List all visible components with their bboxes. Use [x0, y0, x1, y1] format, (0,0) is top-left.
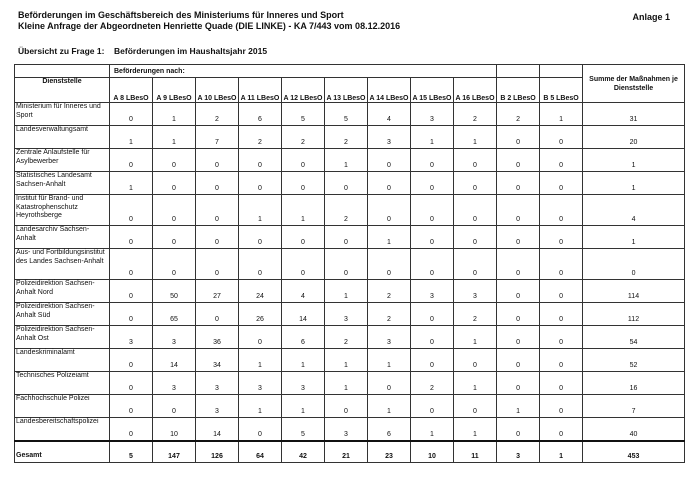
row-sum: 1 [583, 172, 685, 195]
total-value: 21 [325, 441, 368, 463]
promotions-table [14, 64, 685, 463]
row-value: 0 [368, 372, 411, 395]
row-value: 0 [497, 372, 540, 395]
row-value: 4 [282, 280, 325, 303]
row-value: 3 [110, 326, 153, 349]
row-value: 0 [196, 172, 239, 195]
row-sum: 112 [583, 303, 685, 326]
row-sum: 20 [583, 126, 685, 149]
row-value: 0 [239, 326, 282, 349]
column-header: A 13 LBesO [325, 78, 368, 103]
row-value: 3 [325, 418, 368, 442]
row-value: 0 [411, 226, 454, 249]
total-value: 10 [411, 441, 454, 463]
row-value: 0 [153, 226, 196, 249]
row-name: Landesverwaltungsamt [15, 126, 110, 149]
row-value: 1 [110, 172, 153, 195]
row-sum: 54 [583, 326, 685, 349]
total-value: 42 [282, 441, 325, 463]
row-value: 0 [110, 303, 153, 326]
row-value: 0 [411, 326, 454, 349]
row-name: Polizeidirektion Sachsen-Anhalt Ost [15, 326, 110, 349]
row-value: 0 [540, 149, 583, 172]
row-value: 0 [540, 195, 583, 226]
column-header: A 14 LBesO [368, 78, 411, 103]
row-value: 0 [411, 249, 454, 280]
row-value: 50 [153, 280, 196, 303]
row-value: 0 [110, 280, 153, 303]
row-value: 0 [454, 149, 497, 172]
table-row [15, 195, 685, 226]
row-value: 2 [282, 126, 325, 149]
row-sum: 40 [583, 418, 685, 442]
row-value: 1 [325, 149, 368, 172]
row-value: 0 [325, 249, 368, 280]
row-value: 0 [497, 126, 540, 149]
row-value: 6 [282, 326, 325, 349]
row-value: 0 [368, 195, 411, 226]
row-value: 0 [239, 249, 282, 280]
table-row [15, 280, 685, 303]
row-value: 5 [282, 418, 325, 442]
row-value: 5 [282, 103, 325, 126]
row-value: 0 [239, 149, 282, 172]
table-row [15, 372, 685, 395]
row-name: Aus- und Fortbildungsinstitut des Landes Sachsen-Anhalt [15, 249, 110, 280]
row-value: 0 [239, 418, 282, 442]
row-value: 0 [540, 395, 583, 418]
subheader-right: Beförderungen im Haushaltsjahr 2015 [114, 46, 268, 56]
column-header: B 5 LBesO [540, 78, 583, 103]
row-value: 1 [325, 349, 368, 372]
row-value: 1 [110, 126, 153, 149]
row-value: 0 [196, 249, 239, 280]
row-value: 1 [282, 349, 325, 372]
row-value: 0 [110, 372, 153, 395]
row-value: 3 [196, 372, 239, 395]
row-value: 36 [196, 326, 239, 349]
row-value: 3 [153, 326, 196, 349]
row-value: 0 [196, 149, 239, 172]
row-value: 2 [411, 372, 454, 395]
row-name: Zentrale Anlaufstelle für Asylbewerber [15, 149, 110, 172]
row-value: 0 [325, 395, 368, 418]
row-value: 1 [454, 372, 497, 395]
row-value: 0 [540, 280, 583, 303]
row-value: 0 [497, 226, 540, 249]
group-header-row [15, 65, 685, 78]
row-sum: 114 [583, 280, 685, 303]
row-value: 3 [411, 103, 454, 126]
total-sum: 453 [583, 441, 685, 463]
row-name: Landesbereitschaftspolizei [15, 418, 110, 442]
row-value: 2 [325, 195, 368, 226]
total-value: 126 [196, 441, 239, 463]
row-value: 3 [454, 280, 497, 303]
row-value: 1 [454, 418, 497, 442]
table-row [15, 172, 685, 195]
row-value: 6 [368, 418, 411, 442]
row-value: 0 [368, 172, 411, 195]
row-name: Landesarchiv Sachsen-Anhalt [15, 226, 110, 249]
row-value: 0 [497, 418, 540, 442]
row-value: 1 [325, 372, 368, 395]
document-header [18, 10, 400, 32]
row-value: 0 [497, 249, 540, 280]
row-value: 1 [282, 395, 325, 418]
row-value: 0 [454, 226, 497, 249]
row-value: 0 [153, 195, 196, 226]
row-value: 0 [540, 349, 583, 372]
row-sum: 4 [583, 195, 685, 226]
row-value: 0 [282, 149, 325, 172]
row-value: 0 [411, 149, 454, 172]
row-value: 7 [196, 126, 239, 149]
row-value: 1 [454, 326, 497, 349]
row-value: 1 [454, 126, 497, 149]
row-value: 0 [497, 349, 540, 372]
name-header: Dienststelle [15, 78, 110, 103]
row-value: 0 [153, 395, 196, 418]
row-value: 3 [325, 303, 368, 326]
row-value: 2 [454, 303, 497, 326]
row-value: 0 [497, 326, 540, 349]
row-value: 0 [411, 172, 454, 195]
row-value: 1 [282, 195, 325, 226]
row-value: 2 [325, 126, 368, 149]
row-name: Technisches Polizeiamt [15, 372, 110, 395]
row-value: 0 [454, 349, 497, 372]
row-value: 0 [540, 126, 583, 149]
row-value: 34 [196, 349, 239, 372]
row-name: Polizeidirektion Sachsen-Anhalt Süd [15, 303, 110, 326]
row-value: 24 [239, 280, 282, 303]
row-value: 1 [239, 395, 282, 418]
row-value: 1 [411, 126, 454, 149]
row-sum: 52 [583, 349, 685, 372]
row-sum: 1 [583, 149, 685, 172]
row-value: 1 [325, 280, 368, 303]
row-value: 1 [239, 349, 282, 372]
row-value: 3 [196, 395, 239, 418]
row-value: 0 [411, 195, 454, 226]
row-value: 0 [282, 249, 325, 280]
row-name: Ministerium für Inneres und Sport [15, 103, 110, 126]
row-value: 0 [454, 395, 497, 418]
total-value: 23 [368, 441, 411, 463]
row-name: Statistisches Landesamt Sachsen-Anhalt [15, 172, 110, 195]
row-value: 0 [110, 195, 153, 226]
row-value: 0 [454, 249, 497, 280]
row-value: 1 [368, 226, 411, 249]
row-value: 0 [411, 349, 454, 372]
table-row [15, 226, 685, 249]
row-value: 0 [110, 149, 153, 172]
row-value: 0 [411, 395, 454, 418]
row-value: 2 [454, 103, 497, 126]
row-value: 3 [153, 372, 196, 395]
row-value: 0 [196, 303, 239, 326]
row-value: 0 [153, 249, 196, 280]
row-value: 0 [540, 249, 583, 280]
column-header: A 10 LBesO [196, 78, 239, 103]
row-value: 2 [325, 326, 368, 349]
column-header: A 9 LBesO [153, 78, 196, 103]
column-header: A 11 LBesO [239, 78, 282, 103]
table-row [15, 149, 685, 172]
row-value: 0 [540, 372, 583, 395]
row-value: 0 [454, 172, 497, 195]
row-name: Landeskriminalamt [15, 349, 110, 372]
row-value: 2 [497, 103, 540, 126]
row-value: 0 [110, 349, 153, 372]
column-header: A 15 LBesO [411, 78, 454, 103]
row-value: 14 [282, 303, 325, 326]
row-value: 65 [153, 303, 196, 326]
total-value: 11 [454, 441, 497, 463]
row-value: 0 [282, 226, 325, 249]
row-value: 1 [368, 349, 411, 372]
table-row [15, 126, 685, 149]
row-value: 6 [239, 103, 282, 126]
row-value: 1 [411, 418, 454, 442]
row-value: 0 [110, 249, 153, 280]
row-value: 0 [196, 195, 239, 226]
subheader [18, 46, 268, 56]
column-header: A 8 LBesO [110, 78, 153, 103]
row-value: 0 [368, 149, 411, 172]
column-header: B 2 LBesO [497, 78, 540, 103]
row-value: 0 [497, 280, 540, 303]
row-value: 10 [153, 418, 196, 442]
row-value: 0 [497, 303, 540, 326]
row-value: 3 [282, 372, 325, 395]
total-value: 1 [540, 441, 583, 463]
row-value: 2 [368, 280, 411, 303]
row-value: 0 [110, 103, 153, 126]
row-value: 14 [196, 418, 239, 442]
row-value: 0 [368, 249, 411, 280]
row-value: 4 [368, 103, 411, 126]
total-value: 64 [239, 441, 282, 463]
column-header: A 16 LBesO [454, 78, 497, 103]
row-value: 0 [282, 172, 325, 195]
row-value: 0 [325, 172, 368, 195]
row-value: 0 [540, 303, 583, 326]
row-name: Polizeidirektion Sachsen-Anhalt Nord [15, 280, 110, 303]
row-sum: 1 [583, 226, 685, 249]
row-value: 3 [368, 326, 411, 349]
row-name: Fachhochschule Polizei [15, 395, 110, 418]
table-row [15, 418, 685, 442]
sum-header: Summe der Maßnahmen je Dienststelle [583, 65, 685, 103]
header-line-2: Kleine Anfrage der Abgeordneten Henriette Quade (DIE LINKE) - KA 7/443 vom 08.12.2016 [18, 21, 401, 31]
row-value: 3 [411, 280, 454, 303]
row-value: 2 [239, 126, 282, 149]
row-value: 1 [368, 395, 411, 418]
row-sum: 16 [583, 372, 685, 395]
row-sum: 7 [583, 395, 685, 418]
anlage-label: Anlage 1 [632, 12, 670, 22]
row-value: 0 [540, 226, 583, 249]
row-value: 0 [540, 418, 583, 442]
header-line-1: Beförderungen im Geschäftsbereich des Ministeriums für Inneres und Sport [18, 10, 344, 20]
column-header: A 12 LBesO [282, 78, 325, 103]
row-value: 1 [153, 126, 196, 149]
row-value: 1 [153, 103, 196, 126]
row-value: 0 [454, 195, 497, 226]
row-value: 3 [368, 126, 411, 149]
table-row [15, 349, 685, 372]
row-value: 0 [325, 226, 368, 249]
total-value: 3 [497, 441, 540, 463]
empty-corner [15, 65, 110, 78]
subheader-left: Übersicht zu Frage 1: [18, 46, 105, 56]
table-row [15, 395, 685, 418]
row-value: 1 [239, 195, 282, 226]
row-value: 2 [368, 303, 411, 326]
table-row [15, 303, 685, 326]
total-value: 147 [153, 441, 196, 463]
group-header: Beförderungen nach: [110, 65, 497, 78]
row-value: 27 [196, 280, 239, 303]
row-value: 2 [196, 103, 239, 126]
row-value: 5 [325, 103, 368, 126]
table-row [15, 103, 685, 126]
row-value: 0 [497, 149, 540, 172]
row-name: Institut für Brand- und Katastrophenschutz Heyrothsberge [15, 195, 110, 226]
row-value: 0 [110, 395, 153, 418]
empty-cell [497, 65, 540, 78]
row-value: 0 [153, 149, 196, 172]
row-value: 0 [196, 226, 239, 249]
row-value: 0 [497, 195, 540, 226]
row-value: 26 [239, 303, 282, 326]
row-value: 1 [540, 103, 583, 126]
row-value: 1 [497, 395, 540, 418]
total-label: Gesamt [15, 441, 110, 463]
row-sum: 0 [583, 249, 685, 280]
row-value: 0 [239, 226, 282, 249]
table-row [15, 249, 685, 280]
row-sum: 31 [583, 103, 685, 126]
row-value: 0 [110, 226, 153, 249]
table-row [15, 326, 685, 349]
row-value: 0 [497, 172, 540, 195]
row-value: 0 [239, 172, 282, 195]
total-value: 5 [110, 441, 153, 463]
total-row [15, 441, 685, 463]
row-value: 0 [110, 418, 153, 442]
row-value: 0 [411, 303, 454, 326]
row-value: 3 [239, 372, 282, 395]
row-value: 0 [540, 172, 583, 195]
empty-cell [540, 65, 583, 78]
row-value: 0 [540, 326, 583, 349]
row-value: 14 [153, 349, 196, 372]
row-value: 0 [153, 172, 196, 195]
